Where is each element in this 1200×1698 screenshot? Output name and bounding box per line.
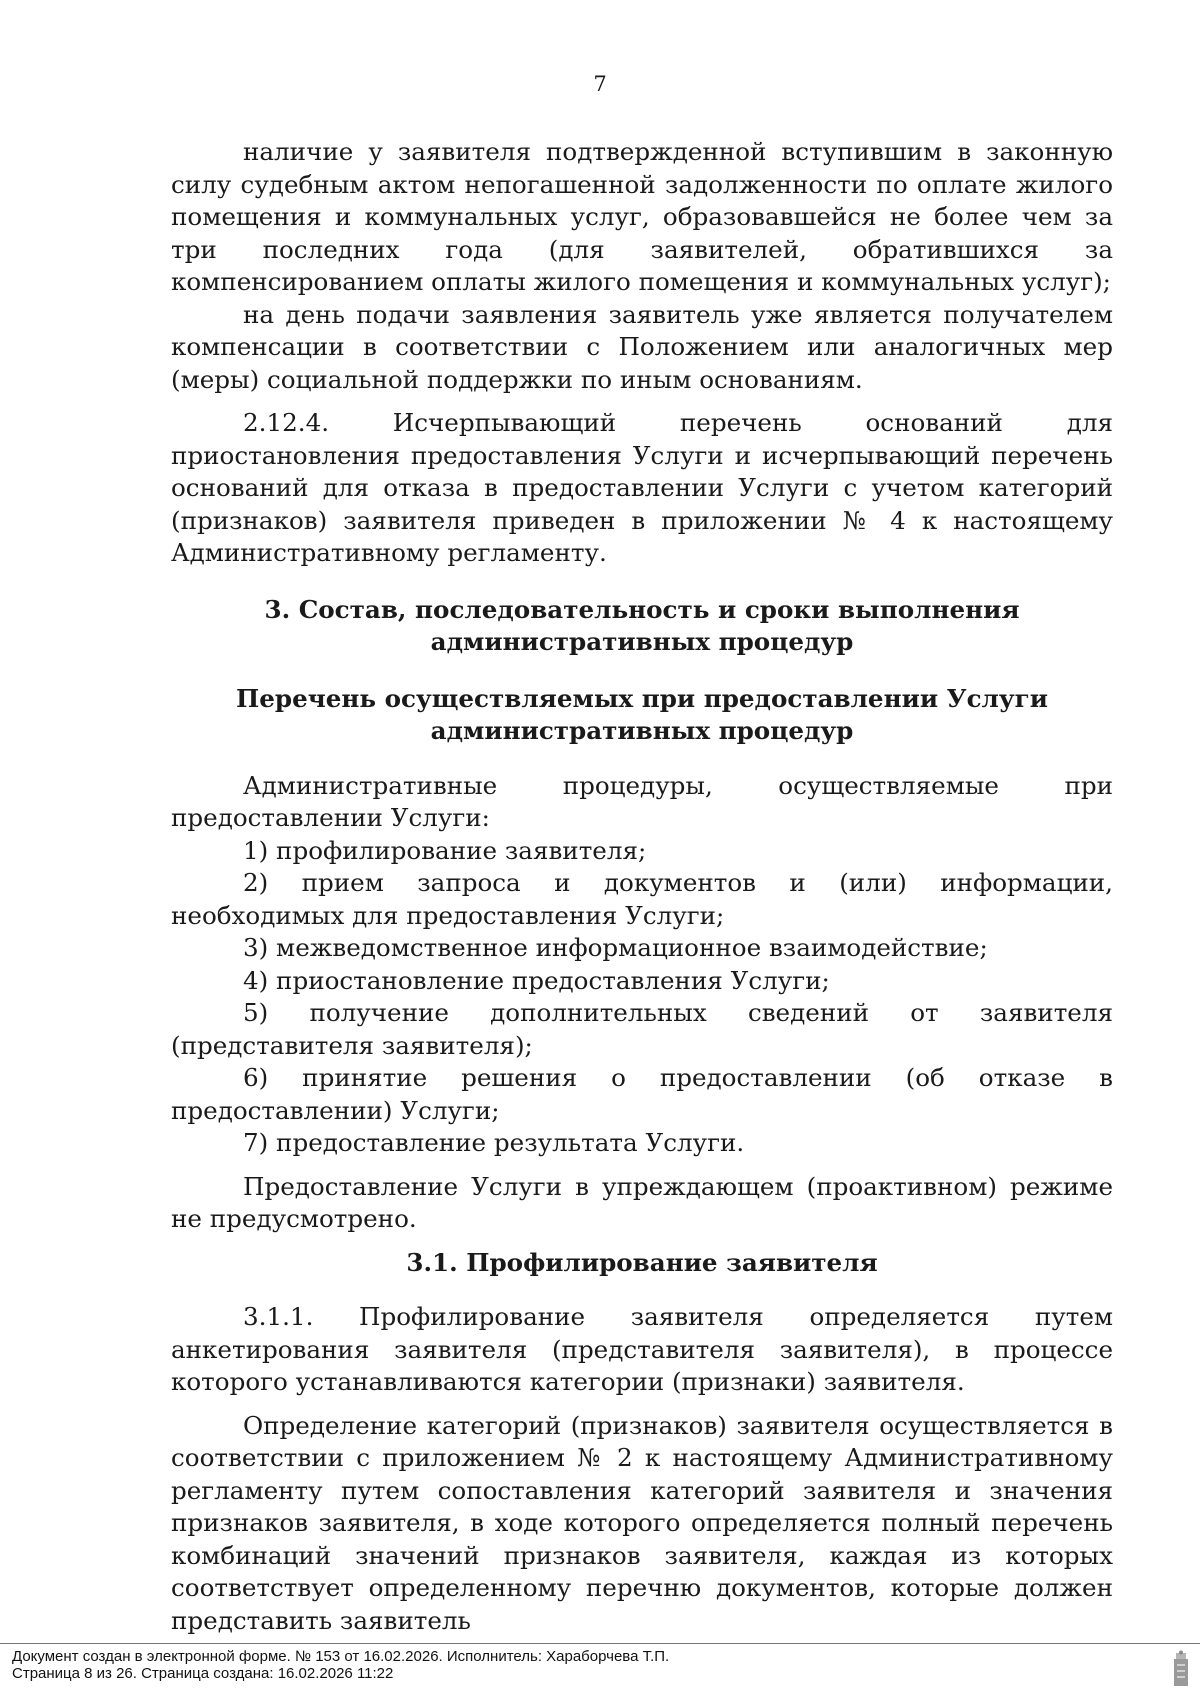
paragraph-2-12-4: 2.12.4. Исчерпывающий перечень оснований для приостановления предоставления Услуги и исчерпывающий перечень оснований для отказа в предоставлении Услуги с учетом категорий (признаков) заявителя приведен в приложении № 4 к настоящему Административному регламенту. <box>171 408 1113 567</box>
footer <box>12 1648 669 1682</box>
paragraph-3-1-1: 3.1.1. Профилирование заявителя определяется путем анкетирования заявителя (представителя заявителя), в процессе которого устанавливаются категории (признаки) заявителя. <box>171 1302 1113 1396</box>
footer-line-1: Документ создан в электронной форме. № 153 от 16.02.2026. Исполнитель: Хараборчева Т.П. <box>12 1648 670 1665</box>
proactive-note: Предоставление Услуги в упреждающем (проактивном) режиме не предусмотрено. <box>171 1171 1113 1233</box>
section-heading-3: 3. Состав, последовательность и сроки выполнения административных процедур <box>264 594 1020 656</box>
subsection-heading-3-1: 3.1. Профилирование заявителя <box>406 1247 878 1277</box>
footer-divider <box>0 1643 1200 1644</box>
paragraph-category-definition: Определение категорий (признаков) заявителя осуществляется в соответствии с приложением № 2 к настоящему Административному регламенту путем сопоставления категорий заявителя и значения признаков заявителя, в ходе которого определяется полный перечень комбинаций значений признаков заявителя, каждая из которых соответствует определенному перечню документов, которые должен представить заявитель <box>171 1410 1113 1635</box>
procedures-intro: Административные процедуры, осуществляемые при предоставлении Услуги: <box>171 770 1113 832</box>
procedure-item-7: 7) предоставление результата Услуги. <box>243 1128 745 1157</box>
emblem-icon <box>1172 1650 1190 1688</box>
procedure-item-3: 3) межведомственное информационное взаимодействие; <box>243 933 988 962</box>
footer-line-2: Страница 8 из 26. Страница создана: 16.02.2026 11:22 <box>12 1665 394 1682</box>
page-number: 7 <box>593 72 607 96</box>
document-body <box>171 136 1113 1637</box>
procedure-item-5: 5) получение дополнительных сведений от заявителя (представителя заявителя); <box>171 998 1113 1060</box>
procedure-item-6: 6) принятие решения о предоставлении (об отказе в предоставлении) Услуги; <box>171 1063 1113 1125</box>
procedure-item-2: 2) прием запроса и документов и (или) информации, необходимых для предоставления Услуги; <box>171 868 1113 930</box>
procedure-item-1: 1) профилирование заявителя; <box>243 835 647 865</box>
subheading-procedures-list: Перечень осуществляемых при предоставлении Услуги административных процедур <box>236 683 1048 745</box>
procedure-item-4: 4) приостановление предоставления Услуги; <box>243 965 830 995</box>
paragraph-existing-recipient: на день подачи заявления заявитель уже является получателем компенсации в соответствии с Положением или аналогичных мер (меры) социальной поддержки по иным основаниям. <box>171 299 1113 394</box>
paragraph-debt-condition: наличие у заявителя подтвержденной вступившим в законную силу судебным актом непогашенной задолженности по оплате жилого помещения и коммунальных услуг, образовавшейся не более чем за три последних года (для заявителей, обратившихся за компенсированием оплаты жилого помещения и коммунальных услуг); <box>171 137 1113 296</box>
